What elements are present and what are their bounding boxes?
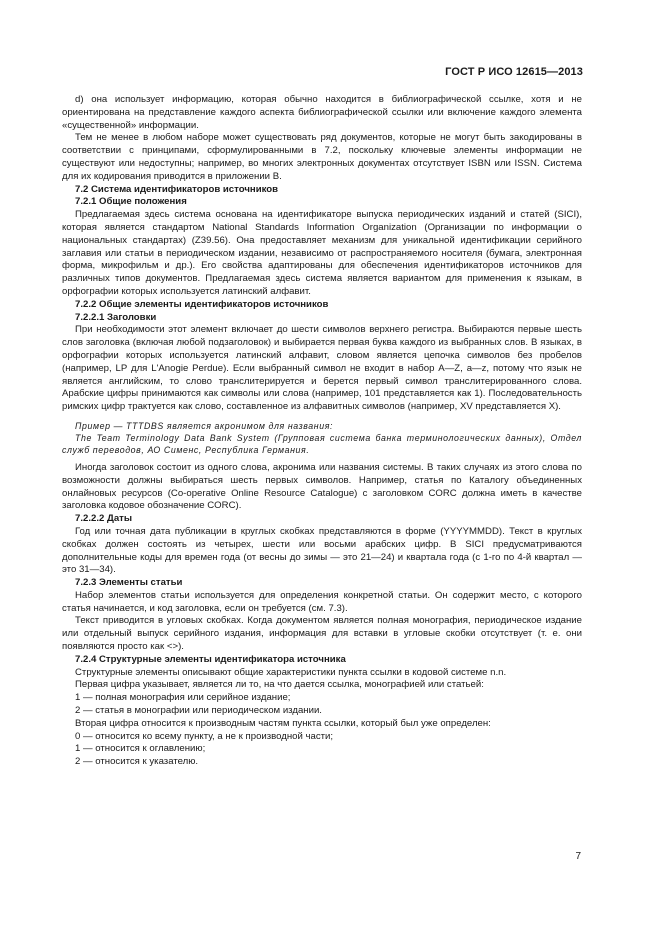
paragraph-7-2-3-a: Набор элементов статьи используется для определения конкретной статьи. Он содержит место, с которого статья начинается, и код заголовка, если он требуется (см. 7.3). [62, 589, 582, 614]
heading-7-2: 7.2 Система идентификаторов источников [75, 183, 279, 195]
heading-7-2-2-1: 7.2.2.1 Заголовки [75, 311, 157, 323]
heading-7-2-1: 7.2.1 Общие положения [75, 196, 187, 208]
list-line: 1 — относится к оглавлению; [75, 743, 206, 755]
page-content [62, 94, 582, 769]
list-line: Вторая цифра относится к производным частям пункта ссылки, который был уже определен: [75, 717, 491, 729]
list-line: 2 — относится к указателю. [75, 756, 199, 768]
example-text: The Team Terminology Data Bank System (Групповая система банка терминологических данных), Отдел служб переводов, АО Сименс, Республика Германия. [62, 432, 582, 455]
paragraph-7-2-2-1: При необходимости этот элемент включает до шести символов верхнего регистра. Выбираются первые шесть слов заголовка (включая любой подзаголовок) и выбирается первая буква каждого из выбранных слов. В языках, в орфографии которых используется латинский алфавит, словом является цепочка символов без пробелов (например, LP для L'Anogie Perdue). Если выбранный символ не входит в набор A—Z, a—z, потому что язык не является английским, то слово транслитерируется и берется первый символ транслитерированного слова. Арабские цифры принимаются как символы или слова (например, 101 представляется как 1). Последовательность римских цифр трактуется как слово, составленное из алфавитных символов (например, XV представляется X). [62, 324, 582, 413]
list-line: 2 — статья в монографии или периодическом издании. [75, 705, 322, 717]
list-line: 0 — относится ко всему пункту, а не к производной части; [75, 730, 334, 742]
page-number: 7 [575, 851, 581, 862]
list-line: Первая цифра указывает, является ли то, на что дается ссылка, монографией или статьей: [75, 679, 484, 691]
paragraph-nevertheless: Тем не менее в любом наборе может существовать ряд документов, которые не могут быть закодированы в соответствии с принципами, сформулированными в 7.2, поскольку ключевые элементы информации не существуют или недоступны; например, во многих электронных документах отсутствует ISBN или ISSN. Система для их кодирования приводится в приложении В. [62, 132, 582, 182]
document-standard-header: ГОСТ Р ИСО 12615—2013 [445, 66, 583, 78]
paragraph-7-2-2-2: Год или точная дата публикации в круглых скобках представляются в форме (YYYYMMDD). Текст в круглых скобках должен состоять из четырех, шести или восьми арабских цифр. В SICI предусматриваются дополнительные коды для времен года (от весны до зимы — это 21—24) и квартала года (с 1-го по 4-й квартал — это 31—34). [62, 525, 582, 576]
heading-7-2-4: 7.2.4 Структурные элементы идентификатора источника [75, 653, 346, 665]
paragraph-7-2-3-b: Текст приводится в угловых скобках. Когда документом является полная монография, периодическое издание или отдельный выпуск серийного издания, информация для вставки в угловые скобки отсутствует (т. е. они появляются просто как <>). [62, 615, 582, 653]
heading-7-2-2: 7.2.2 Общие элементы идентификаторов источников [75, 298, 329, 310]
paragraph-7-2-4: Структурные элементы описывают общие характеристики пункта ссылки в кодовой системе n.n. [75, 666, 507, 678]
paragraph-7-2-1: Предлагаемая здесь система основана на идентификаторе выпуска периодических изданий и статей (SICI), которая является стандартом National Standards Information Organization (Организации по информации о национальных стандартах) (Z39.56). Она предоставляет механизм для уникальной идентификации серийного заглавия или статьи в периодическом издании, независимо от распространяемого носителя (бумага, электронная форма, микрофильм и др.). Его свойства адаптированы для обеспечения идентификаторов источников для различных типов документов. Предлагаемая здесь система является вариантом для применения к языкам, в орфографии которых используется латинский алфавит. [62, 209, 582, 297]
paragraph-title-single: Иногда заголовок состоит из одного слова, акронима или названия системы. В таких случаях из этого слова по возможности должны выбираться шесть первых символов. Например, статья по Каталогу объединенных онлайновых ресурсов (Co-operative Online Resource Catalogue) с заголовком CORC должна иметь в качестве заголовка кодовое обозначение CORC). [62, 461, 582, 512]
example-label: Пример — TTTDBS является акронимом для названия: [75, 420, 334, 431]
heading-7-2-3: 7.2.3 Элементы статьи [75, 577, 183, 589]
paragraph-d: d) она использует информацию, которая обычно находится в библиографической ссылке, хотя и не ориентирована на представление каждого аспекта библиографической ссылки или включение каждого элемента «существенной» информации. [62, 94, 582, 131]
list-line: 1 — полная монография или серийное издание; [75, 692, 291, 704]
heading-7-2-2-2: 7.2.2.2 Даты [75, 513, 133, 525]
